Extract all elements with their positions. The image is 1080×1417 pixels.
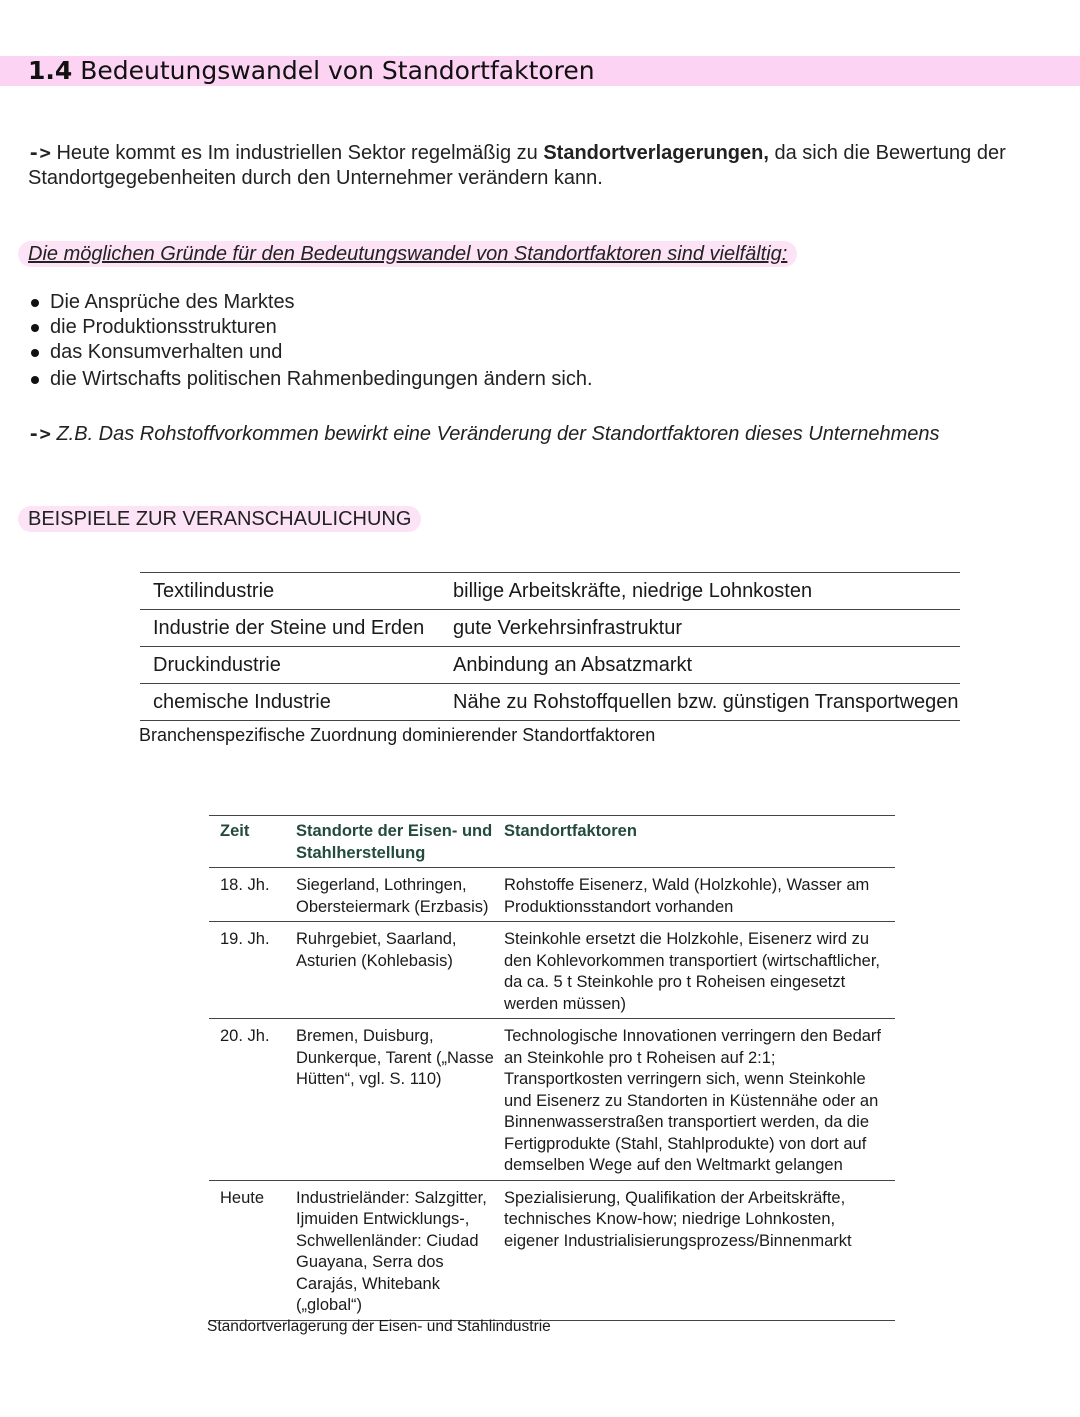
table-cell-zeit: 20. Jh. (220, 1027, 270, 1045)
list-item: das Konsumverhalten und (28, 340, 593, 365)
industry-location-table (140, 572, 960, 721)
table-row (209, 922, 895, 1019)
list-item: Die Ansprüche des Marktes (28, 290, 593, 315)
header-standorte: Standorte der Eisen- und Stahlherstellung (296, 822, 493, 862)
examples-heading: BEISPIELE ZUR VERANSCHAULICHUNG (18, 506, 421, 532)
list-item: die Produktionsstrukturen (28, 315, 593, 340)
table-cell-branche: Textilindustrie (153, 579, 275, 602)
table-cell-standorte: Industrieländer: Salzgitter, Ijmuiden Entwicklungs-, Schwellenländer: Ciudad Guayana, Serra dos Carajás, Whitebank („global“) (296, 1188, 487, 1314)
section-title (28, 56, 595, 86)
list-item: die Wirtschafts politischen Rahmenbedingungen ändern sich. (28, 367, 593, 392)
table-row (140, 572, 960, 609)
table-row (140, 683, 960, 721)
intro-bold-term: Standortverlagerungen, (543, 142, 769, 164)
table-cell-standorte: Bremen, Duisburg, Dunkerque, Tarent („Nasse Hütten“, vgl. S. 110) (296, 1027, 494, 1088)
table-cell-faktor: Anbindung an Absatzmarkt (453, 653, 693, 676)
example-line (28, 422, 940, 447)
table-cell-zeit: 18. Jh. (220, 876, 270, 894)
table-cell-faktoren: Steinkohle ersetzt die Holzkohle, Eisenerz wird zu den Kohlevorkommen transportiert (wirtschaftlicher, da ca. 5 t Steinkohle pro t Roheisen eingesetzt werden müssen) (504, 930, 880, 1013)
example-text: Z.B. Das Rohstoffvorkommen bewirkt eine Veränderung der Standortfaktoren dieses Unternehmens (56, 423, 940, 445)
table-row (209, 1019, 895, 1181)
table-cell-zeit: Heute (220, 1188, 265, 1207)
table-row (140, 646, 960, 683)
table-cell-faktoren: Spezialisierung, Qualifikation der Arbeitskräfte, technisches Know-how; niedrige Lohnkosten, eigener Industrialisierungsprozess/Binnenmarkt (504, 1188, 852, 1250)
table-cell-branche: chemische Industrie (153, 690, 331, 713)
section-number: 1.4 (28, 56, 73, 85)
table-row (209, 1181, 895, 1321)
intro-text-before: Heute kommt es Im industriellen Sektor regelmäßig zu (56, 142, 538, 164)
table-header-row (209, 815, 895, 868)
table-row (209, 868, 895, 922)
header-faktoren: Standortfaktoren (504, 822, 637, 840)
intro-paragraph (28, 141, 1038, 191)
table-cell-faktoren: Rohstoffe Eisenerz, Wald (Holzkohle), Wasser am Produktionsstandort vorhanden (504, 876, 870, 916)
intro-text-after: da sich die Bewertung der Standortgegebenheiten durch den Unternehmer verändern kann. (28, 142, 1006, 189)
reasons-list (28, 290, 593, 392)
table-cell-branche: Druckindustrie (153, 653, 281, 676)
table-cell-faktoren: Technologische Innovationen verringern den Bedarf an Steinkohle pro t Roheisen auf 2:1; Transportkosten verringern sich, wenn Steinkohle und Eisenerz zu Standorten in Küstennähe oder an Binnenwasserstraßen transportiert werden, da die Fertigprodukte (Stahl, Stahlprodukte) von dort auf demselben Wege auf den Weltmarkt gelangen (504, 1027, 882, 1174)
table-cell-faktor: gute Verkehrsinfrastruktur (453, 616, 682, 639)
steel-industry-table (209, 815, 895, 1321)
table-cell-faktor: Nähe zu Rohstoffquellen bzw. günstigen Transportwegen (453, 690, 959, 713)
table-cell-faktor: billige Arbeitskräfte, niedrige Lohnkosten (453, 579, 813, 602)
table-cell-zeit: 19. Jh. (220, 930, 270, 948)
table2-caption: Standortverlagerung der Eisen- und Stahlindustrie (207, 1318, 551, 1335)
table-cell-standorte: Siegerland, Lothringen, Obersteiermark (Erzbasis) (296, 876, 489, 916)
header-zeit: Zeit (220, 822, 250, 840)
table-cell-branche: Industrie der Steine und Erden (153, 616, 425, 639)
table-row (140, 609, 960, 646)
table-cell-standorte: Ruhrgebiet, Saarland, Asturien (Kohlebasis) (296, 930, 457, 970)
arrow-glyph: -> (28, 142, 51, 164)
section-title-text: Bedeutungswandel von Standortfaktoren (80, 56, 595, 85)
table1-caption: Branchenspezifische Zuordnung dominierender Standortfaktoren (139, 725, 656, 745)
arrow-glyph: -> (28, 423, 51, 445)
reasons-heading: Die möglichen Gründe für den Bedeutungswandel von Standortfaktoren sind vielfältig: (18, 241, 797, 267)
